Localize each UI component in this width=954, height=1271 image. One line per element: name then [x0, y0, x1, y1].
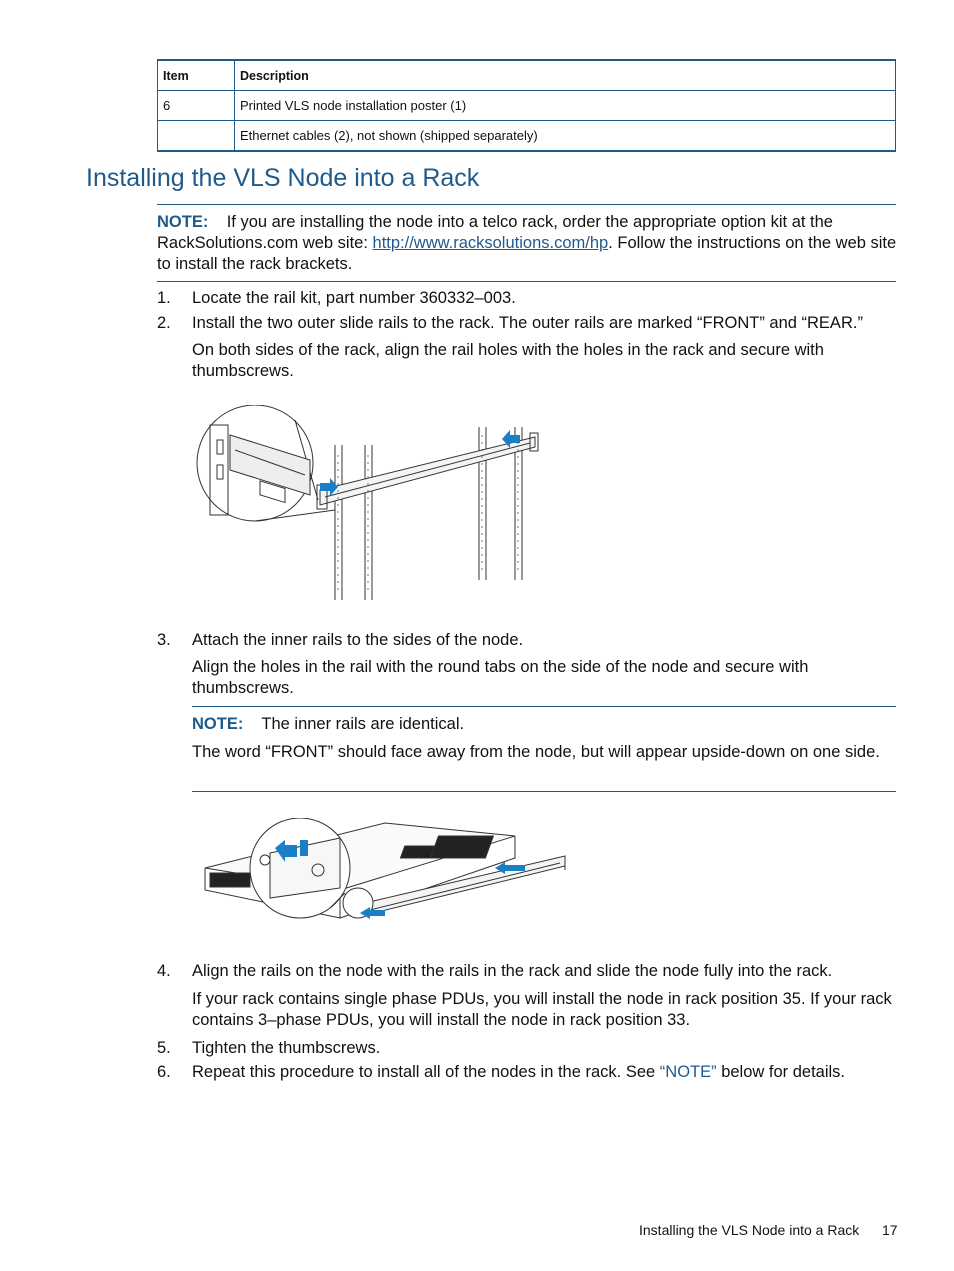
inner-rail-figure	[200, 818, 575, 933]
step-text: Tighten the thumbscrews.	[192, 1039, 381, 1057]
table-row	[158, 91, 896, 121]
table-header-row	[158, 60, 896, 91]
items-table	[157, 59, 896, 152]
step-text: Attach the inner rails to the sides of the node.	[192, 631, 524, 649]
step-text: Align the rails on the node with the rails in the rack and slide the node fully into the rack.	[192, 962, 833, 980]
step-number: 6.	[157, 1063, 171, 1081]
step-text	[192, 1062, 845, 1083]
note-text: If you are installing the node into a telco rack, order the appropriate option kit at the RackSolutions.com web site:	[157, 213, 833, 252]
table-cell-description: Printed VLS node installation poster (1)	[235, 91, 896, 121]
note-label: NOTE:	[192, 715, 244, 733]
note-text: The inner rails are identical.	[261, 715, 465, 733]
step-text-after: below for details.	[716, 1063, 846, 1081]
section-title: Installing the VLS Node into a Rack	[86, 164, 480, 192]
note-label: NOTE:	[157, 213, 209, 231]
table-cell-item	[158, 121, 235, 152]
outer-rail-figure	[195, 405, 555, 605]
note-front-orientation: The word “FRONT” should face away from the node, but will appear upside-down on one side.	[192, 743, 880, 761]
step-number: 1.	[157, 289, 171, 307]
step-text: Locate the rail kit, part number 360332–003.	[192, 289, 516, 307]
note-text-after: . Follow the instructions on the web site to install the rack brackets.	[157, 234, 897, 273]
step-3-detail: Align the holes in the rail with the round tabs on the side of the node and secure with thumbscrews.	[192, 658, 809, 697]
note-telco-rack	[157, 212, 899, 275]
page-number: 17	[882, 1222, 898, 1238]
step-2-detail: On both sides of the rack, align the rail holes with the holes in the rack and secure with thumbscrews.	[192, 341, 824, 380]
note-top-rule	[157, 204, 896, 205]
step-number: 3.	[157, 631, 171, 649]
step-text: Install the two outer slide rails to the rack. The outer rails are marked “FRONT” and “REAR.”	[192, 314, 863, 332]
table-cell-item: 6	[158, 91, 235, 121]
step-number: 2.	[157, 314, 171, 332]
step-number: 5.	[157, 1039, 171, 1057]
table-header-item: Item	[158, 60, 235, 91]
step-4-detail: If your rack contains single phase PDUs, you will install the node in rack position 35. If your rack contains 3–phase PDUs, you will install the node in rack position 33.	[192, 990, 892, 1029]
footer-title: Installing the VLS Node into a Rack	[639, 1222, 860, 1238]
step-number: 4.	[157, 962, 171, 980]
note2-bottom-rule	[192, 791, 896, 792]
table-header-description: Description	[235, 60, 896, 91]
note-inner-rails	[192, 714, 896, 735]
racksolutions-link[interactable]: http://www.racksolutions.com/hp	[372, 234, 609, 252]
note2-top-rule	[192, 706, 896, 707]
step-text-before: Repeat this procedure to install all of the nodes in the rack. See	[192, 1063, 660, 1081]
table-cell-description: Ethernet cables (2), not shown (shipped separately)	[235, 121, 896, 152]
note-bottom-rule	[157, 281, 896, 282]
table-row	[158, 121, 896, 152]
note-cross-reference-link[interactable]: “NOTE”	[659, 1063, 717, 1081]
